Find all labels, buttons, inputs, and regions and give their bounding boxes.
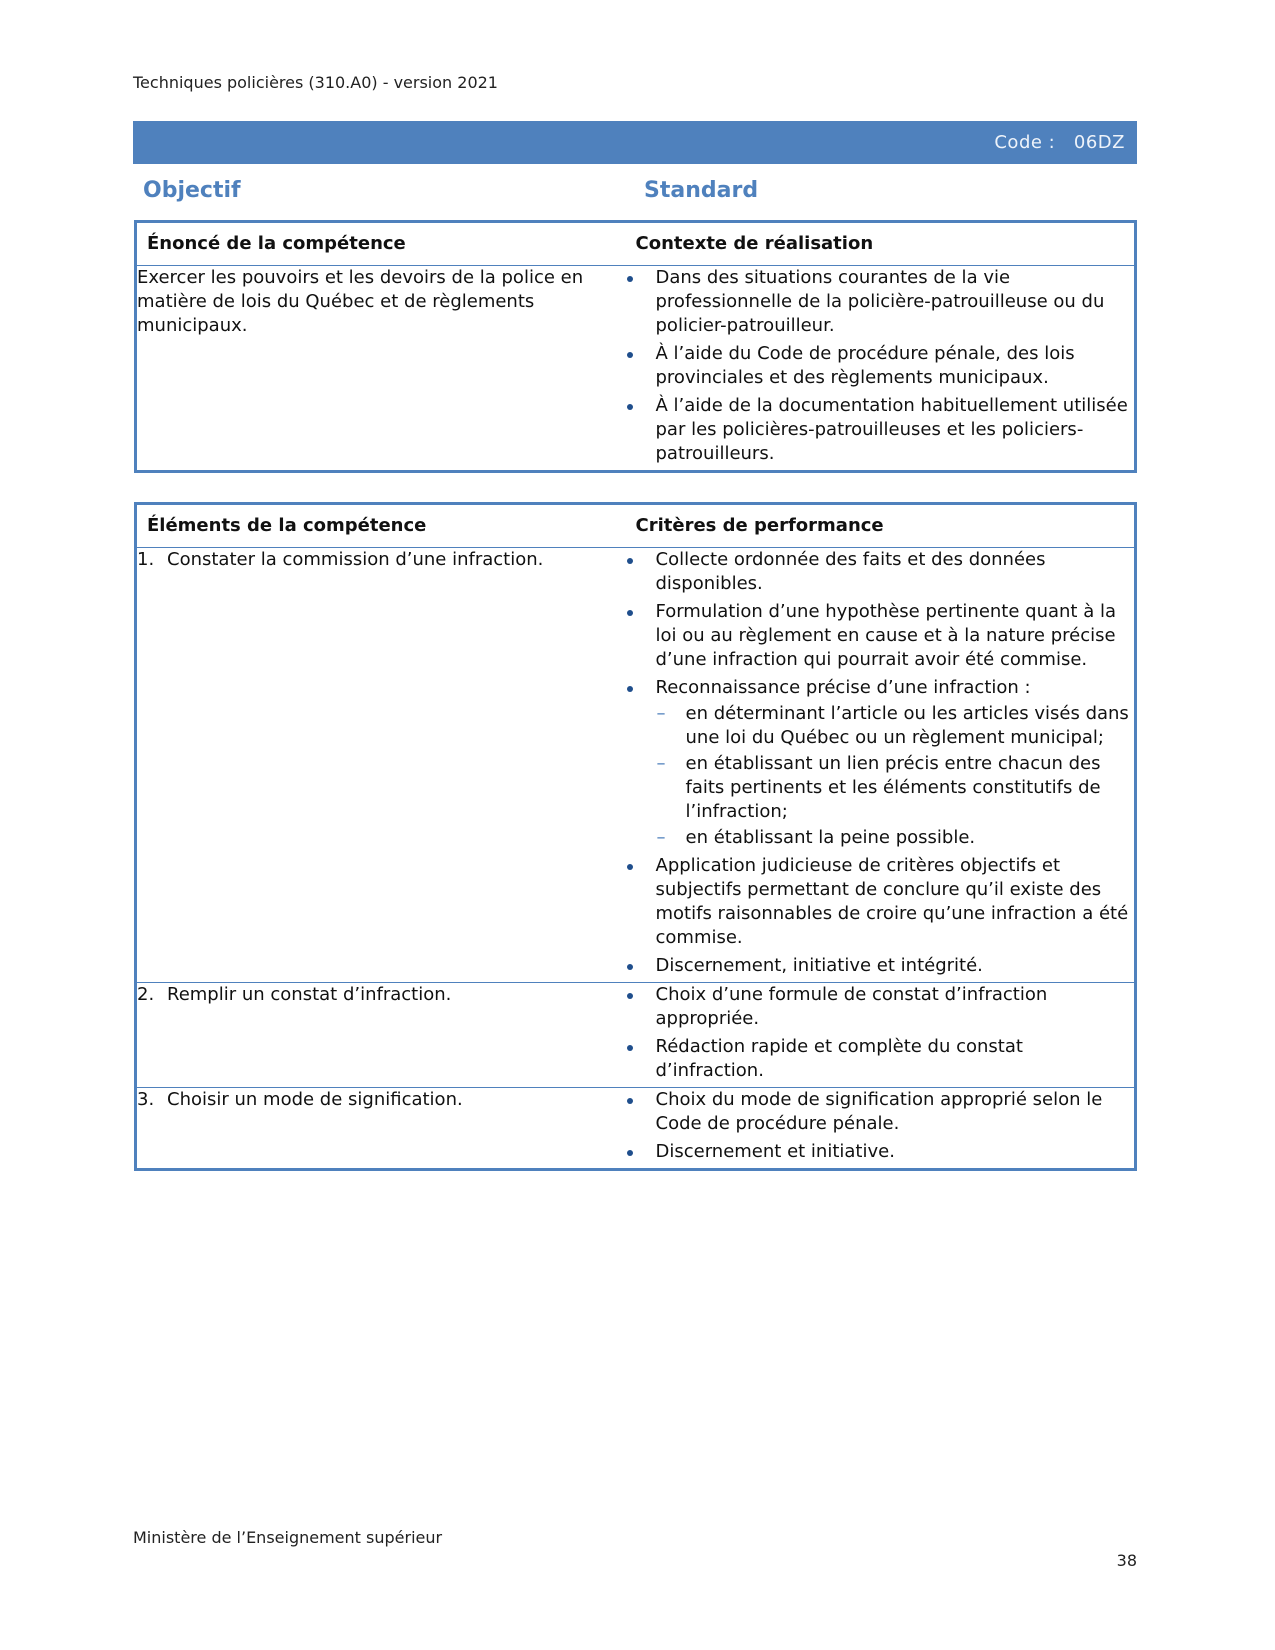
table-row xyxy=(136,983,1136,1088)
table-row xyxy=(136,1088,1136,1170)
list-item: Formulation d’une hypothèse pertinente quant à la loi ou au règlement en cause et à la nature précise d’une infraction qui pourrait avoir été commise. xyxy=(626,600,1135,672)
code-bar xyxy=(133,121,1137,164)
dash-icon: – xyxy=(656,753,666,774)
bullet-icon xyxy=(627,276,633,282)
list-item: Collecte ordonnée des faits et des données disponibles. xyxy=(626,548,1135,596)
list-item: Discernement, initiative et intégrité. xyxy=(626,954,1135,978)
list-item: Dans des situations courantes de la vie professionnelle de la policière-patrouilleuse ou du policier-patrouilleur. xyxy=(626,266,1135,338)
bullet-icon xyxy=(627,352,633,358)
header-contexte: Contexte de réalisation xyxy=(635,233,874,254)
contexte-list xyxy=(626,266,1135,466)
table-enonce-contexte xyxy=(134,220,1137,473)
sub-list-item: – en déterminant l’article ou les articles visés dans une loi du Québec ou un règlement municipal; xyxy=(656,703,1129,748)
element-text: Constater la commission d’une infraction. xyxy=(167,549,544,570)
criteria-list xyxy=(626,548,1135,978)
bullet-icon xyxy=(627,1045,633,1051)
section-title-standard: Standard xyxy=(644,178,759,203)
list-item: Choix d’une formule de constat d’infraction appropriée. xyxy=(626,983,1135,1031)
element-number: 1. xyxy=(137,549,155,570)
enonce-text: Exercer les pouvoirs et les devoirs de la police en matière de lois du Québec et de règlements municipaux. xyxy=(137,267,584,336)
criteria-list xyxy=(626,983,1135,1083)
element-number: 3. xyxy=(137,1089,155,1110)
list-item: À l’aide de la documentation habituellement utilisée par les policières-patrouilleuses et les policiers-patrouilleurs. xyxy=(626,394,1135,466)
sub-criteria-list xyxy=(656,702,1135,850)
bullet-icon xyxy=(627,864,633,870)
bullet-icon xyxy=(627,964,633,970)
list-item: Application judicieuse de critères objectifs et subjectifs permettant de conclure qu’il existe des motifs raisonnables de croire qu’une infraction a été commise. xyxy=(626,854,1135,950)
table-header-row xyxy=(136,504,1136,548)
list-item: Choix du mode de signification approprié selon le Code de procédure pénale. xyxy=(626,1088,1135,1136)
bullet-icon xyxy=(627,558,633,564)
bullet-icon xyxy=(627,1150,633,1156)
criteria-list xyxy=(626,1088,1135,1164)
document-header: Techniques policières (310.A0) - version 2021 xyxy=(133,73,498,92)
dash-icon: – xyxy=(656,703,666,724)
sub-list-item: – en établissant un lien précis entre chacun des faits pertinents et les éléments constitutifs de l’infraction; xyxy=(656,753,1101,822)
header-enonce: Énoncé de la compétence xyxy=(147,233,406,254)
element-number: 2. xyxy=(137,984,155,1005)
element-text: Choisir un mode de signification. xyxy=(167,1089,463,1110)
header-criteres: Critères de performance xyxy=(635,515,884,536)
bullet-icon xyxy=(627,993,633,999)
list-item: Rédaction rapide et complète du constat d’infraction. xyxy=(626,1035,1135,1083)
footer-ministry: Ministère de l’Enseignement supérieur xyxy=(133,1528,443,1547)
dash-icon: – xyxy=(656,827,666,848)
bullet-icon xyxy=(627,1098,633,1104)
list-item: Reconnaissance précise d’une infraction : – en déterminant l’article ou les articles visés dans une loi du Québec ou un règlement municipal; – en établissant un lien précis entre chacun des faits pertinents et les éléments constitutifs de l’infraction; – en établissant la peine possible. xyxy=(626,676,1135,850)
element-text: Remplir un constat d’infraction. xyxy=(167,984,452,1005)
competency-code: Code : 06DZ xyxy=(994,132,1125,153)
table-row xyxy=(136,266,1136,472)
table-header-row xyxy=(136,222,1136,266)
sub-list-item: – en établissant la peine possible. xyxy=(656,827,976,848)
list-item: À l’aide du Code de procédure pénale, des lois provinciales et des règlements municipaux. xyxy=(626,342,1135,390)
bullet-icon xyxy=(627,404,633,410)
table-row xyxy=(136,548,1136,983)
section-title-objectif: Objectif xyxy=(143,178,241,203)
page-number: 38 xyxy=(1116,1551,1137,1570)
list-item: Discernement et initiative. xyxy=(626,1140,1135,1164)
bullet-icon xyxy=(627,686,633,692)
bullet-icon xyxy=(627,610,633,616)
table-elements-criteres xyxy=(134,502,1137,1171)
header-elements: Éléments de la compétence xyxy=(147,515,427,536)
